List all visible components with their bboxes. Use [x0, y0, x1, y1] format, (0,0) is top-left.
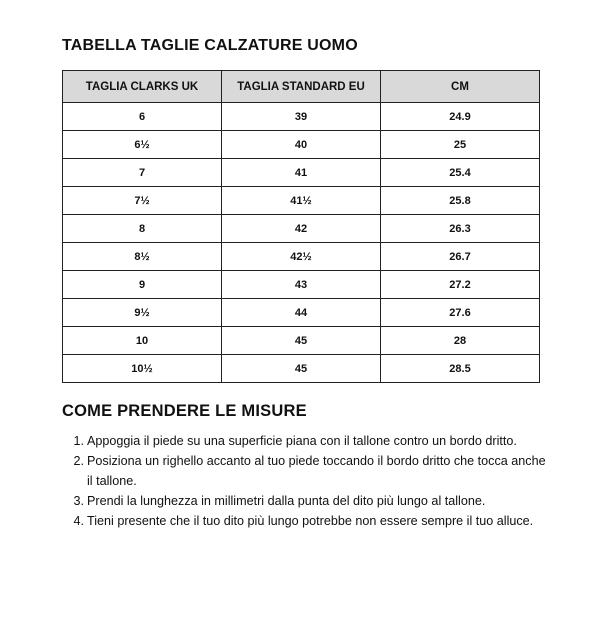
size-table-cell: 6½	[63, 131, 222, 159]
size-table-cell: 26.7	[381, 243, 540, 271]
size-table-row	[63, 131, 540, 159]
instructions-list	[66, 431, 548, 532]
column-header-eu-size: TAGLIA STANDARD EU	[222, 71, 381, 103]
instruction-step-text: Tieni presente che il tuo dito più lungo potrebbe non essere sempre il tuo alluce.	[87, 514, 534, 529]
size-table-cell: 26.3	[381, 215, 540, 243]
size-table-cell: 28	[381, 327, 540, 355]
instruction-step-number: 2.	[73, 453, 84, 468]
size-table-cell: 42½	[222, 243, 381, 271]
size-table-cell: 39	[222, 103, 381, 131]
measure-section-title: COME PRENDERE LE MISURE	[62, 402, 307, 420]
size-table-row	[63, 271, 540, 299]
size-table-cell: 7	[63, 159, 222, 187]
size-table-cell: 6	[63, 103, 222, 131]
size-table-cell: 25.8	[381, 187, 540, 215]
size-table-cell: 41½	[222, 187, 381, 215]
instruction-step	[66, 491, 548, 511]
size-table-header-row	[63, 71, 540, 103]
size-table-row	[63, 103, 540, 131]
page-title: TABELLA TAGLIE CALZATURE UOMO	[62, 37, 358, 54]
size-table-row	[63, 327, 540, 355]
size-table-cell: 24.9	[381, 103, 540, 131]
size-table-cell: 9	[63, 271, 222, 299]
size-table-cell: 27.6	[381, 299, 540, 327]
instruction-step-text: Posiziona un righello accanto al tuo piede toccando il bordo dritto che tocca anche il tallone.	[87, 453, 546, 488]
size-chart-page	[0, 38, 600, 638]
size-table-cell: 8	[63, 215, 222, 243]
instruction-step-number: 4.	[73, 514, 84, 529]
column-header-cm: CM	[381, 71, 540, 103]
instruction-step	[66, 431, 548, 451]
size-table-cell: 7½	[63, 187, 222, 215]
instruction-step	[66, 451, 548, 491]
size-table-row	[63, 159, 540, 187]
size-table-cell: 44	[222, 299, 381, 327]
size-table-row	[63, 299, 540, 327]
size-table-row	[63, 187, 540, 215]
size-table-cell: 43	[222, 271, 381, 299]
instruction-step-number: 1.	[73, 433, 84, 448]
instruction-step	[66, 511, 548, 531]
size-table-cell: 27.2	[381, 271, 540, 299]
size-table-cell: 10	[63, 327, 222, 355]
size-table-cell: 45	[222, 327, 381, 355]
size-table-cell: 41	[222, 159, 381, 187]
size-table-row	[63, 355, 540, 383]
size-table-row	[63, 215, 540, 243]
size-table-cell: 45	[222, 355, 381, 383]
size-table-cell: 10½	[63, 355, 222, 383]
instruction-step-number: 3.	[73, 493, 84, 508]
size-table-cell: 8½	[63, 243, 222, 271]
size-table-row	[63, 243, 540, 271]
size-table-cell: 40	[222, 131, 381, 159]
instruction-step-text: Prendi la lunghezza in millimetri dalla punta del dito più lungo al tallone.	[87, 493, 486, 508]
column-header-uk-size: TAGLIA CLARKS UK	[63, 71, 222, 103]
size-table-cell: 42	[222, 215, 381, 243]
size-table-cell: 9½	[63, 299, 222, 327]
size-table-body	[63, 103, 540, 383]
size-table-cell: 28.5	[381, 355, 540, 383]
instruction-step-text: Appoggia il piede su una superficie piana con il tallone contro un bordo dritto.	[87, 433, 517, 448]
size-table	[62, 70, 540, 383]
size-table-cell: 25	[381, 131, 540, 159]
size-table-cell: 25.4	[381, 159, 540, 187]
